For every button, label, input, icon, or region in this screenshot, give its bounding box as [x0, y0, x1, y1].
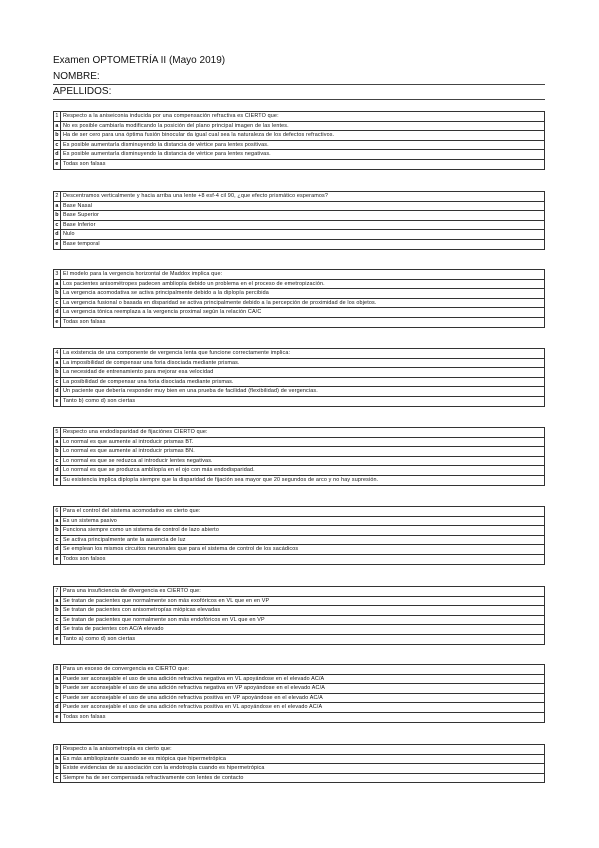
question-number: 4 — [54, 349, 61, 359]
option-text: Es posible aumentarla disminuyendo la distancia de vértice para lentes negativas. — [61, 150, 545, 160]
answer-option-row — [54, 615, 545, 625]
option-text: Ha de ser cero para una óptima fusión binocular da igual cual sea la naturaleza de los defectos refractivos. — [61, 131, 545, 141]
answer-option-row — [54, 437, 545, 447]
option-text: Es un sistema pasivo — [61, 516, 545, 526]
option-text: La vergencia fusional o basada en disparidad se activa principalmente debido a la percepción de proximidad de los objetos. — [61, 298, 545, 308]
question-number: 8 — [54, 665, 61, 675]
question-8-table — [53, 664, 545, 723]
option-text: Nulo — [61, 230, 545, 240]
option-text: Puede ser aconsejable el uso de una adición refractiva negativa en VL apoyándose en el elevado AC/A — [61, 674, 545, 684]
question-6-table — [53, 506, 545, 565]
question-text: El modelo para la vergencia horizontal de Maddox implica que: — [61, 270, 545, 280]
option-letter: b — [54, 368, 61, 378]
option-text: Se tratan de pacientes que normalmente son más endofóricos en VL que en VP — [61, 615, 545, 625]
option-letter: c — [54, 773, 61, 783]
answer-option-row — [54, 230, 545, 240]
exam-title: Examen OPTOMETRÍA II (Mayo 2019) — [53, 55, 226, 66]
answer-option-row — [54, 475, 545, 485]
option-letter: a — [54, 121, 61, 131]
question-number: 5 — [54, 428, 61, 438]
option-letter: b — [54, 447, 61, 457]
answer-option-row — [54, 466, 545, 476]
answer-option-row — [54, 606, 545, 616]
answer-option-row — [54, 121, 545, 131]
answer-option-row — [54, 211, 545, 221]
option-text: Lo normal es que aumente al introducir prismas BT. — [61, 437, 545, 447]
option-text: La imposibilidad de compensar una foria disociada mediante prismas. — [61, 358, 545, 368]
option-letter: b — [54, 606, 61, 616]
option-letter: c — [54, 377, 61, 387]
option-text: La vergencia acomodativa se activa principalmente debido a la diplopía percibida — [61, 289, 545, 299]
option-text: Base Inferior — [61, 220, 545, 230]
answer-option-row — [54, 220, 545, 230]
option-letter: c — [54, 298, 61, 308]
option-text: Siempre ha de ser compensada refractivamente con lentes de contacto — [61, 773, 545, 783]
option-letter: d — [54, 150, 61, 160]
option-letter: d — [54, 703, 61, 713]
answer-option-row — [54, 773, 545, 783]
option-letter: c — [54, 615, 61, 625]
option-text: Puede ser aconsejable el uso de una adición refractiva negativa en VP apoyándose en el elevado AC/A — [61, 684, 545, 694]
answer-option-row — [54, 447, 545, 457]
question-text: Para el control del sistema acomodativo es cierto que: — [61, 507, 545, 517]
option-letter: a — [54, 516, 61, 526]
answer-option-row — [54, 703, 545, 713]
option-text: Es posible aumentarla disminuyendo la distancia de vértice para lentes positivas. — [61, 140, 545, 150]
answer-option-row — [54, 317, 545, 327]
question-header-row — [54, 112, 545, 122]
option-letter: b — [54, 289, 61, 299]
option-text: Puede ser aconsejable el uso de una adición refractiva positiva en VL apoyándose en el elevado AC/A — [61, 703, 545, 713]
option-text: La posibilidad de compensar una foria disociada mediante prismas. — [61, 377, 545, 387]
question-text: Respecto a la aniseiconia inducida por una compensación refractiva es CIERTO que: — [61, 112, 545, 122]
option-letter: a — [54, 358, 61, 368]
answer-option-row — [54, 535, 545, 545]
option-letter: d — [54, 625, 61, 635]
option-letter: a — [54, 279, 61, 289]
option-letter: b — [54, 211, 61, 221]
question-number: 7 — [54, 587, 61, 597]
answer-option-row — [54, 684, 545, 694]
option-text: Se emplean los mismos circuitos neuronales que para el sistema de control de los sacádicos — [61, 545, 545, 555]
answer-option-row — [54, 131, 545, 141]
answer-option-row — [54, 140, 545, 150]
answer-option-row — [54, 396, 545, 406]
question-1-table — [53, 111, 545, 170]
option-text: Lo normal es que se reduzca al introducir lentes negativas. — [61, 456, 545, 466]
answer-option-row — [54, 526, 545, 536]
answer-option-row — [54, 368, 545, 378]
option-text: Su existencia implica diplopía siempre que la disparidad de fijación sea mayor que 20 segundos de arco y no hay supresión. — [61, 475, 545, 485]
option-letter: b — [54, 526, 61, 536]
question-text: Para una insuficiencia de divergencia es CIERTO que: — [61, 587, 545, 597]
question-text: Descentramos verticalmente y hacia arriba una lente +8 esf-4 cil 90, ¿que efecto prismático esperamos? — [61, 192, 545, 202]
answer-option-row — [54, 516, 545, 526]
option-text: Existe evidencias de su asociación con la endotropía cuando es hipermetrópica — [61, 764, 545, 774]
question-7-table — [53, 586, 545, 645]
option-text: No es posible cambiarla modificando la posición del plano principal imagen de las lentes. — [61, 121, 545, 131]
option-text: Lo normal es que aumente al introducir prismas BN. — [61, 447, 545, 457]
question-header-row — [54, 270, 545, 280]
answer-option-row — [54, 674, 545, 684]
option-text: Se tratan de pacientes que normalmente son más exofóricos en VL que en en VP — [61, 596, 545, 606]
option-letter: d — [54, 308, 61, 318]
option-letter: b — [54, 764, 61, 774]
answer-option-row — [54, 625, 545, 635]
option-text: Base Superior — [61, 211, 545, 221]
question-number: 9 — [54, 745, 61, 755]
option-letter: c — [54, 456, 61, 466]
option-letter: e — [54, 396, 61, 406]
question-header-row — [54, 745, 545, 755]
option-text: Puede ser aconsejable el uso de una adición refractiva positiva en VP apoyándose en el elevado AC/A — [61, 693, 545, 703]
answer-option-row — [54, 289, 545, 299]
option-text: Se activa principalmente ante la ausencia de luz — [61, 535, 545, 545]
question-9-table — [53, 744, 545, 783]
option-text: Un paciente que debería responder muy bien en una prueba de facilidad (flexibilidad) de vergencias. — [61, 387, 545, 397]
option-letter: e — [54, 239, 61, 249]
option-letter: c — [54, 220, 61, 230]
answer-option-row — [54, 279, 545, 289]
name-field-label: NOMBRE: — [53, 71, 545, 85]
question-number: 1 — [54, 112, 61, 122]
option-text: La vergencia tónica reemplaza a la vergencia proximal según la relación CA/C — [61, 308, 545, 318]
answer-option-row — [54, 596, 545, 606]
question-header-row — [54, 349, 545, 359]
option-text: Todas son falsas — [61, 712, 545, 722]
option-text: Todos son falsos — [61, 554, 545, 564]
option-text: Todas son falsas — [61, 317, 545, 327]
option-text: Base Nasal — [61, 201, 545, 211]
answer-option-row — [54, 545, 545, 555]
question-header-row — [54, 192, 545, 202]
option-letter: d — [54, 230, 61, 240]
option-letter: c — [54, 140, 61, 150]
question-header-row — [54, 587, 545, 597]
option-text: Se trata de pacientes con AC/A elevado — [61, 625, 545, 635]
option-letter: e — [54, 317, 61, 327]
question-text: Respecto a la anisometropía es cierto que: — [61, 745, 545, 755]
answer-option-row — [54, 387, 545, 397]
option-letter: c — [54, 693, 61, 703]
answer-option-row — [54, 150, 545, 160]
question-header-row — [54, 665, 545, 675]
option-text: Se tratan de pacientes con anisometropías miópicas elevadas — [61, 606, 545, 616]
answer-option-row — [54, 201, 545, 211]
option-text: La necesidad de entrenamiento para mejorar esa velocidad — [61, 368, 545, 378]
option-text: Tanto b) como d) son ciertas — [61, 396, 545, 406]
option-letter: b — [54, 684, 61, 694]
question-text: Para un exceso de convergencia es CIERTO que: — [61, 665, 545, 675]
option-letter: a — [54, 754, 61, 764]
answer-option-row — [54, 377, 545, 387]
option-letter: a — [54, 201, 61, 211]
answer-option-row — [54, 159, 545, 169]
answer-option-row — [54, 693, 545, 703]
question-number: 3 — [54, 270, 61, 280]
question-number: 2 — [54, 192, 61, 202]
answer-option-row — [54, 754, 545, 764]
answer-option-row — [54, 456, 545, 466]
option-letter: e — [54, 554, 61, 564]
option-letter: a — [54, 674, 61, 684]
answer-option-row — [54, 764, 545, 774]
answer-option-row — [54, 239, 545, 249]
option-letter: d — [54, 466, 61, 476]
option-letter: e — [54, 634, 61, 644]
answer-option-row — [54, 712, 545, 722]
surname-field-label: APELLIDOS: — [53, 86, 545, 100]
question-3-table — [53, 269, 545, 328]
question-2-table — [53, 191, 545, 250]
option-letter: e — [54, 159, 61, 169]
question-text: Respecto una endodisparidad de fijaciónes CIERTO que: — [61, 428, 545, 438]
option-letter: e — [54, 475, 61, 485]
option-text: Funciona siempre como un sistema de control de lazo abierto — [61, 526, 545, 536]
option-text: Tanto a) como d) son ciertas — [61, 634, 545, 644]
answer-option-row — [54, 554, 545, 564]
question-4-table — [53, 348, 545, 407]
option-text: Es más ambliopizante cuando se es miópica que hipermetrópica — [61, 754, 545, 764]
question-header-row — [54, 428, 545, 438]
question-header-row — [54, 507, 545, 517]
question-5-table — [53, 427, 545, 486]
option-letter: e — [54, 712, 61, 722]
question-text: La existencia de una componente de vergencia lenta que funcione correctamente implica: — [61, 349, 545, 359]
option-letter: c — [54, 535, 61, 545]
option-letter: a — [54, 437, 61, 447]
option-text: Base temporal — [61, 239, 545, 249]
option-letter: a — [54, 596, 61, 606]
answer-option-row — [54, 298, 545, 308]
option-text: Los pacientes anisométropes padecen ambliopía debido un problema en el proceso de emetropización. — [61, 279, 545, 289]
question-number: 6 — [54, 507, 61, 517]
answer-option-row — [54, 358, 545, 368]
option-text: Lo normal es que se produzca ambliopía en el ojo con más endodisparidad. — [61, 466, 545, 476]
option-text: Todas son falsas — [61, 159, 545, 169]
option-letter: b — [54, 131, 61, 141]
option-letter: d — [54, 387, 61, 397]
option-letter: d — [54, 545, 61, 555]
answer-option-row — [54, 634, 545, 644]
answer-option-row — [54, 308, 545, 318]
